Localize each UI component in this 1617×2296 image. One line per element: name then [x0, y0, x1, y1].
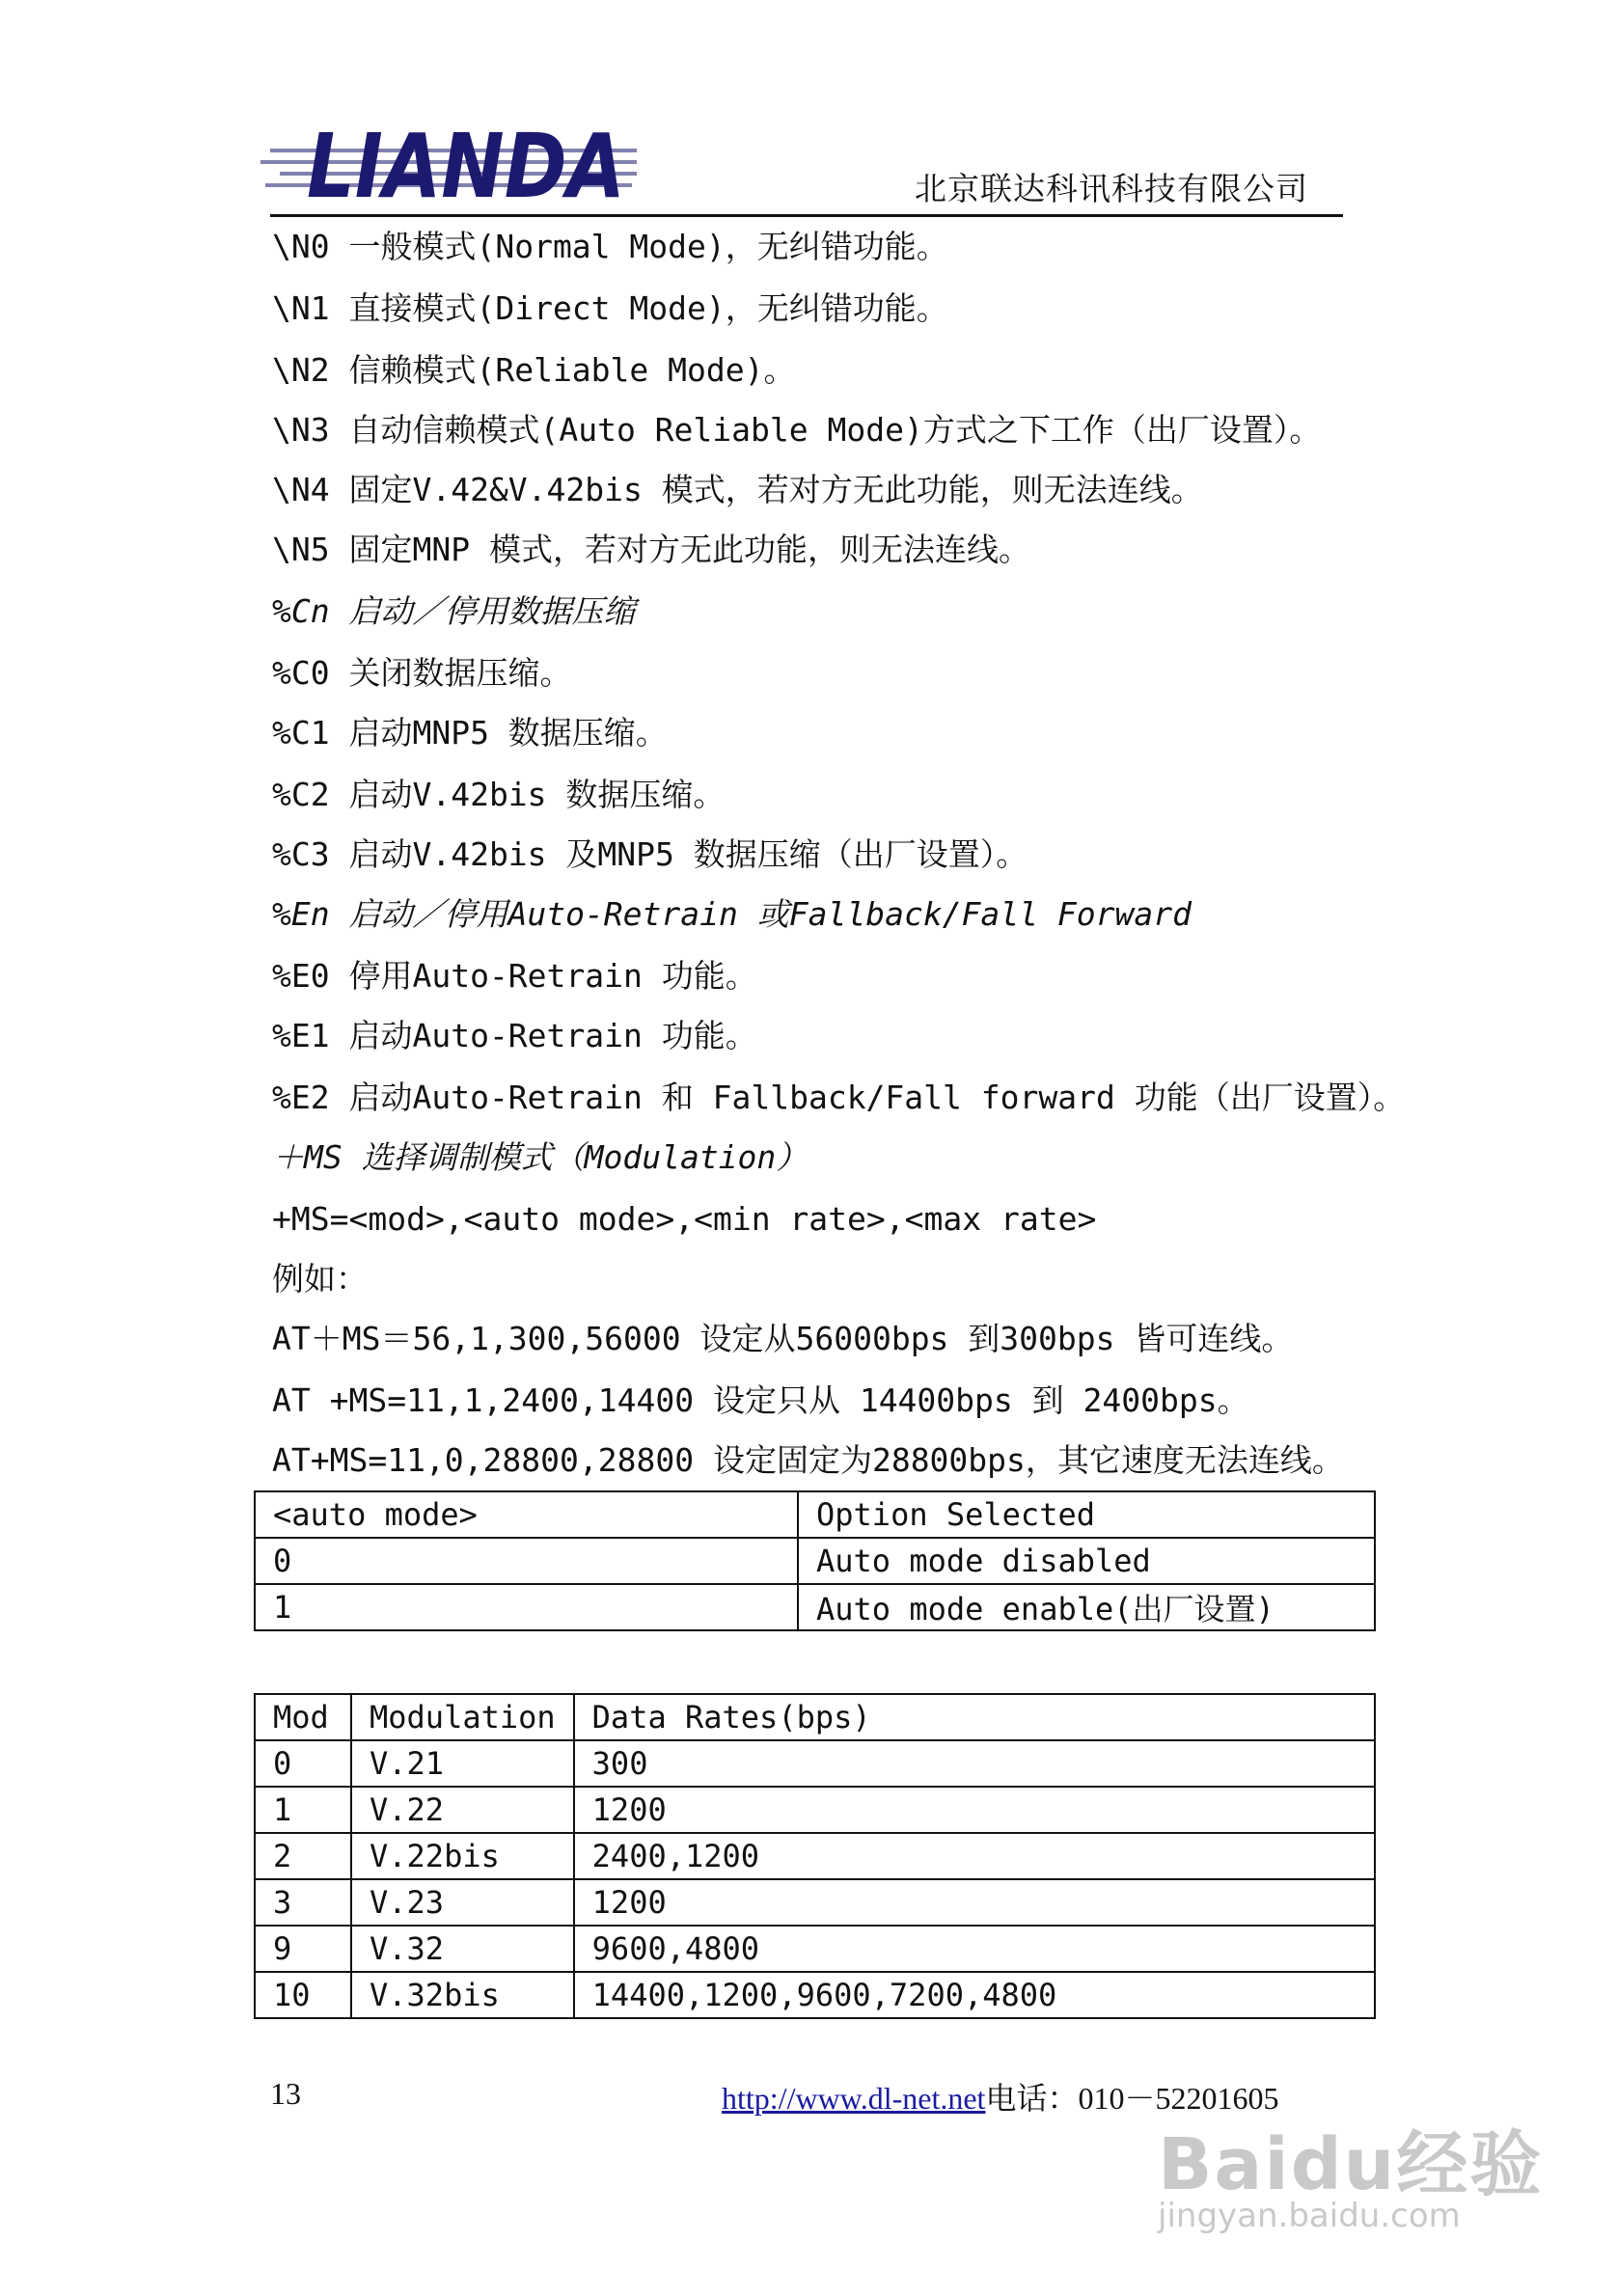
table-cell: 10: [255, 1972, 351, 2018]
line-n4: \N4 固定V.42&V.42bis 模式，若对方无此功能，则无法连线。: [272, 471, 1203, 508]
table-cell: 300: [574, 1740, 1375, 1787]
baidu-watermark: [1158, 2108, 1544, 2235]
table-row: [255, 1787, 1375, 1833]
auto-mode-table: [254, 1490, 1376, 1631]
watermark-brand: Baidu经验: [1158, 2123, 1544, 2206]
table-cell: 2: [255, 1833, 351, 1879]
example-label: 例如：: [272, 1260, 368, 1298]
table-header-cell: Data Rates(bps): [574, 1694, 1375, 1740]
line-e2: %E2 启动Auto-Retrain 和 Fallback/Fall forward 功能（出厂设置）。: [272, 1079, 1406, 1116]
table-cell: 1200: [574, 1879, 1375, 1926]
line-c1: %C1 启动MNP5 数据压缩。: [272, 714, 668, 752]
table-header-cell: Option Selected: [798, 1491, 1375, 1538]
example-3: AT+MS=11,0,28800,28800 设定固定为28800bps，其它速度无法连线。: [272, 1441, 1344, 1479]
line-c3: %C3 启动V.42bis 及MNP5 数据压缩（出厂设置）。: [272, 835, 1028, 873]
line-c0: %C0 关闭数据压缩。: [272, 654, 572, 692]
table-cell: 9: [255, 1926, 351, 1972]
table-cell: 1: [255, 1787, 351, 1833]
table-row: [255, 1833, 1375, 1879]
phone-number: 电话：010－52201605: [985, 2081, 1279, 2116]
table-row: [255, 1972, 1375, 2018]
logo-text: LIANDA: [307, 115, 625, 210]
table-cell: V.23: [351, 1879, 574, 1926]
table-header-cell: Modulation: [351, 1694, 574, 1740]
watermark-site: jingyan.baidu.com: [1158, 2197, 1461, 2235]
table-row: [255, 1879, 1375, 1926]
table-row: [255, 1740, 1375, 1787]
ms-syntax: +MS=<mod>,<auto mode>,<min rate>,<max rate>: [272, 1200, 1097, 1238]
header-divider: [270, 214, 1343, 217]
section-heading-en: %En 启动／停用Auto-Retrain 或Fallback/Fall Forward: [272, 895, 1192, 933]
example-1: AT＋MS＝56,1,300,56000 设定从56000bps 到300bps 皆可连线。: [272, 1320, 1294, 1357]
table-cell: 9600,4800: [574, 1926, 1375, 1972]
line-n5: \N5 固定MNP 模式，若对方无此功能，则无法连线。: [272, 531, 1030, 568]
table-cell: 3: [255, 1879, 351, 1926]
table-cell: V.22bis: [351, 1833, 574, 1879]
website-link[interactable]: http://www.dl-net.net: [722, 2081, 986, 2116]
table-cell: 0: [255, 1538, 798, 1584]
table-cell: 1200: [574, 1787, 1375, 1833]
table-cell: 1: [255, 1584, 798, 1630]
line-n1: \N1 直接模式(Direct Mode)，无纠错功能。: [272, 289, 948, 327]
page-number: 13: [270, 2076, 301, 2111]
table-row: [255, 1538, 1375, 1584]
table-cell: 2400,1200: [574, 1833, 1375, 1879]
modulation-table: [254, 1693, 1376, 2019]
table-row: [255, 1584, 1375, 1630]
table-header-row: [255, 1491, 1375, 1538]
table-cell: 0: [255, 1740, 351, 1787]
example-2: AT +MS=11,1,2400,14400 设定只从 14400bps 到 2400bps。: [272, 1381, 1249, 1419]
line-e1: %E1 启动Auto-Retrain 功能。: [272, 1017, 757, 1054]
table-header-cell: Mod: [255, 1694, 351, 1740]
logo-graphic: [260, 114, 646, 210]
table-cell: Auto mode enable(出厂设置): [798, 1584, 1375, 1630]
table-row: [255, 1926, 1375, 1972]
table-cell: V.32: [351, 1926, 574, 1972]
table-header-cell: <auto mode>: [255, 1491, 798, 1538]
table-header-row: [255, 1694, 1375, 1740]
table-cell: V.22: [351, 1787, 574, 1833]
table-cell: V.21: [351, 1740, 574, 1787]
line-n2: \N2 信赖模式(Reliable Mode)。: [272, 351, 796, 389]
line-c2: %C2 启动V.42bis 数据压缩。: [272, 776, 726, 813]
line-n3: \N3 自动信赖模式(Auto Reliable Mode)方式之下工作（出厂设置）。: [272, 411, 1322, 449]
company-name: 北京联达科讯科技有限公司: [915, 170, 1308, 207]
table-cell: Auto mode disabled: [798, 1538, 1375, 1584]
line-n0: \N0 一般模式(Normal Mode)，无纠错功能。: [272, 228, 948, 265]
line-e0: %E0 停用Auto-Retrain 功能。: [272, 957, 757, 995]
section-heading-ms: ＋MS 选择调制模式（Modulation）: [272, 1138, 808, 1176]
table-cell: V.32bis: [351, 1972, 574, 2018]
section-heading-cn: %Cn 启动／停用数据压缩: [272, 592, 636, 630]
table-cell: 14400,1200,9600,7200,4800: [574, 1972, 1375, 2018]
lianda-logo: [260, 114, 646, 210]
